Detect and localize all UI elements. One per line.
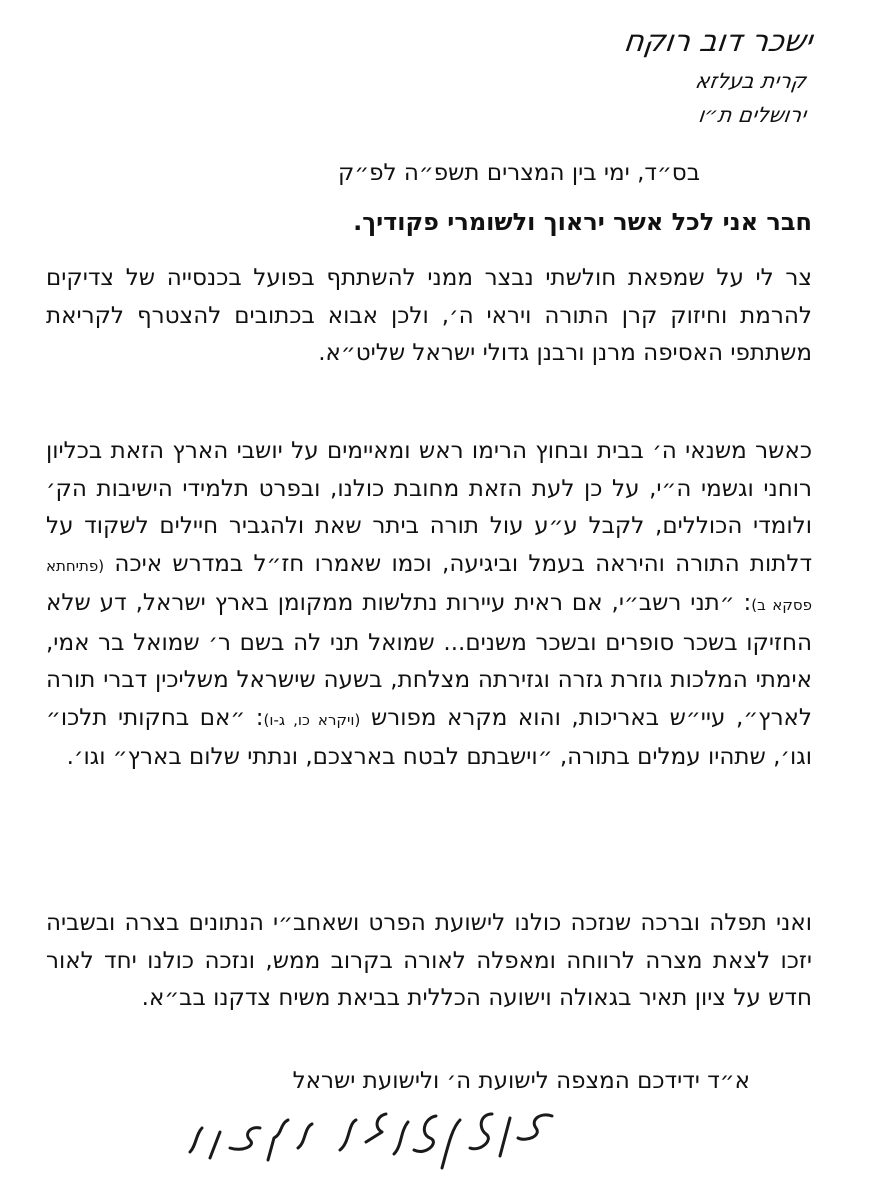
dateline: בס״ד, ימי בין המצרים תשפ״ה לפ״ק xyxy=(338,160,700,186)
paragraph-1-text: צר לי על שמפאת חולשתי נבצר ממני להשתתף בפועל בכנסייה של צדיקים להרמת וחיזוק קרן התורה ויראי ה׳, ולכן אבוא בכתובים להצטרף לקריאת משתתפי האסיפה מרנן ורבנן גדולי ישראל שליט״א. xyxy=(46,265,812,366)
letterhead-address-line2: ירושלים ת״ו xyxy=(696,103,808,127)
paragraph-3 xyxy=(46,905,812,1018)
letterhead-address-line1: קרית בעלזא xyxy=(693,69,808,93)
paragraph-2-part-1: כאשר משנאי ה׳ בבית ובחוץ הרימו ראש ומאיימים על יושבי הארץ הזאת בכליון רוחני וגשמי ה״י, על כן לעת הזאת מחובת כולנו, ובפרט תלמידי הישיבות הק׳ ולומדי הכוללים, לקבל ע״ע עול תורה ביתר שאת ולהגביר חיילים לשקוד על דלתות התורה והיראה בעמל וביגיעה, וכמו שאמרו חז״ל במדרש איכה xyxy=(46,438,813,577)
paragraph-2-text xyxy=(46,433,812,777)
source-citation-1: (פתיחתא פסקא ב) xyxy=(46,556,812,614)
paragraph-2-part-3: : ״אם בחקותי תלכו״ וגו׳, שתהיו עמלים בתורה, ״וישבתם לבטח בארצכם, ונתתי שלום בארץ״ וגו׳. xyxy=(46,704,812,770)
paragraph-1 xyxy=(46,260,812,373)
greeting: חבר אני לכל אשר יראוך ולשומרי פקודיך. xyxy=(353,208,812,236)
handwritten-signature xyxy=(180,1098,580,1188)
letterhead xyxy=(512,20,815,132)
paragraph-2 xyxy=(46,433,812,777)
paragraph-2-part-2: : ״תני רשב״י, אם ראית עיירות נתלשות ממקומן בארץ ישראל, דע שלא החזיקו בשכר סופרים ובשכר משנים... שמואל תני לה בשם ר׳ שמואל בר אמי, אימתי המלכות גוזרת גזרה וגזירתה מצלחת, בשעה שישראל משליכין דברי תורה לארץ״, עיי״ש באריכות, והוא מקרא מפורש xyxy=(46,590,812,731)
letterhead-name: ישכר דוב רוקח xyxy=(621,24,815,59)
paragraph-3-text: ואני תפלה וברכה שנזכה כולנו לישועת הפרט ושאחב״י הנתונים בצרה ובשביה יזכו לצאת מצרה לרווחה ומאפלה לאורה בקרוב ממש, ונזכה כולנו יחד לאור חדש על ציון תאיר בגאולה וישועה הכללית בביאת משיח צדקנו בב״א. xyxy=(46,910,812,1011)
source-citation-2: (ויקרא כו, ג-ו) xyxy=(263,710,361,729)
closing-line: א״ד ידידכם המצפה לישועת ה׳ ולישועת ישראל xyxy=(292,1068,750,1094)
